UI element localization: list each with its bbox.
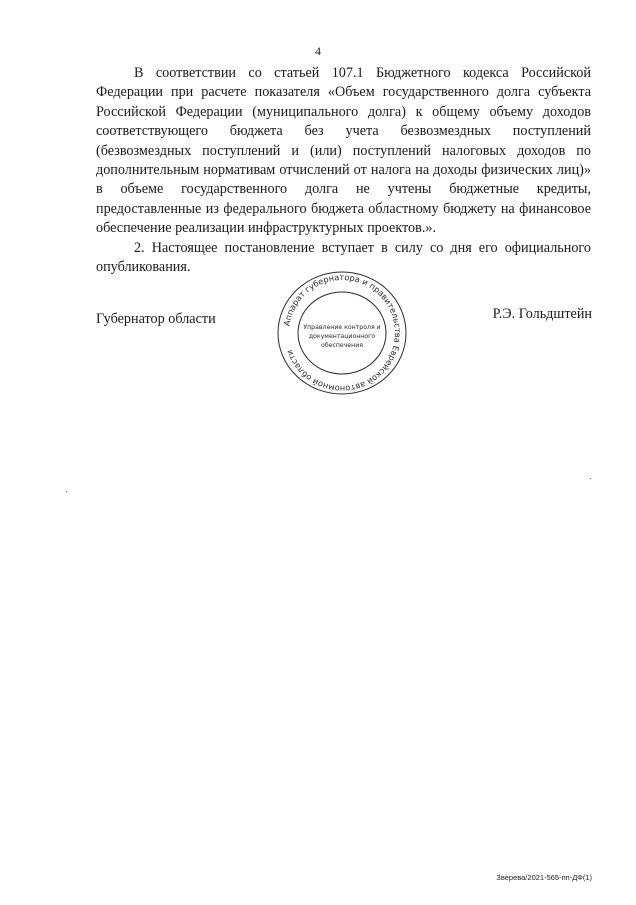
signatory-position: Губернатор области: [96, 311, 216, 327]
official-stamp: [274, 268, 410, 398]
scan-speck: [66, 491, 67, 492]
scan-speck: [590, 478, 591, 479]
page-number: 4: [315, 44, 321, 58]
paragraph-2: 2. Настоящее постановление вступает в силу со дня его официального опубликования.: [96, 239, 591, 276]
paragraph-1: В соответствии со статьей 107.1 Бюджетного кодекса Российской Федерации при расчете показателя «Объем государственного долга субъекта Российской Федерации (муниципального долга) к общему объему доходов соответствующего бюджета без учета безвозмездных поступлений (безвозмездных поступлений и (или) поступлений налоговых доходов по дополнительным нормативам отчислений от налога на доходы физических лиц)» в объеме государственного долга не учтены бюджетные кредиты, предоставленные из федерального бюджета областному бюджету на финансовое обеспечение реализации инфраструктурных проектов.».: [96, 65, 591, 237]
signatory-name: Р.Э. Гольдштейн: [492, 306, 592, 322]
document-reference: Зверева/2021-565-пп-ДФ(1): [496, 873, 592, 882]
stamp-ring-text: Аппарат губернатора и правительства Еврейской автономной области: [281, 271, 404, 395]
stamp-center-line-1: Управление контроля и: [303, 324, 381, 331]
stamp-center-line-2: документационного: [308, 333, 376, 340]
document-body: [96, 64, 591, 277]
stamp-center-line-3: обеспечения: [321, 342, 363, 349]
